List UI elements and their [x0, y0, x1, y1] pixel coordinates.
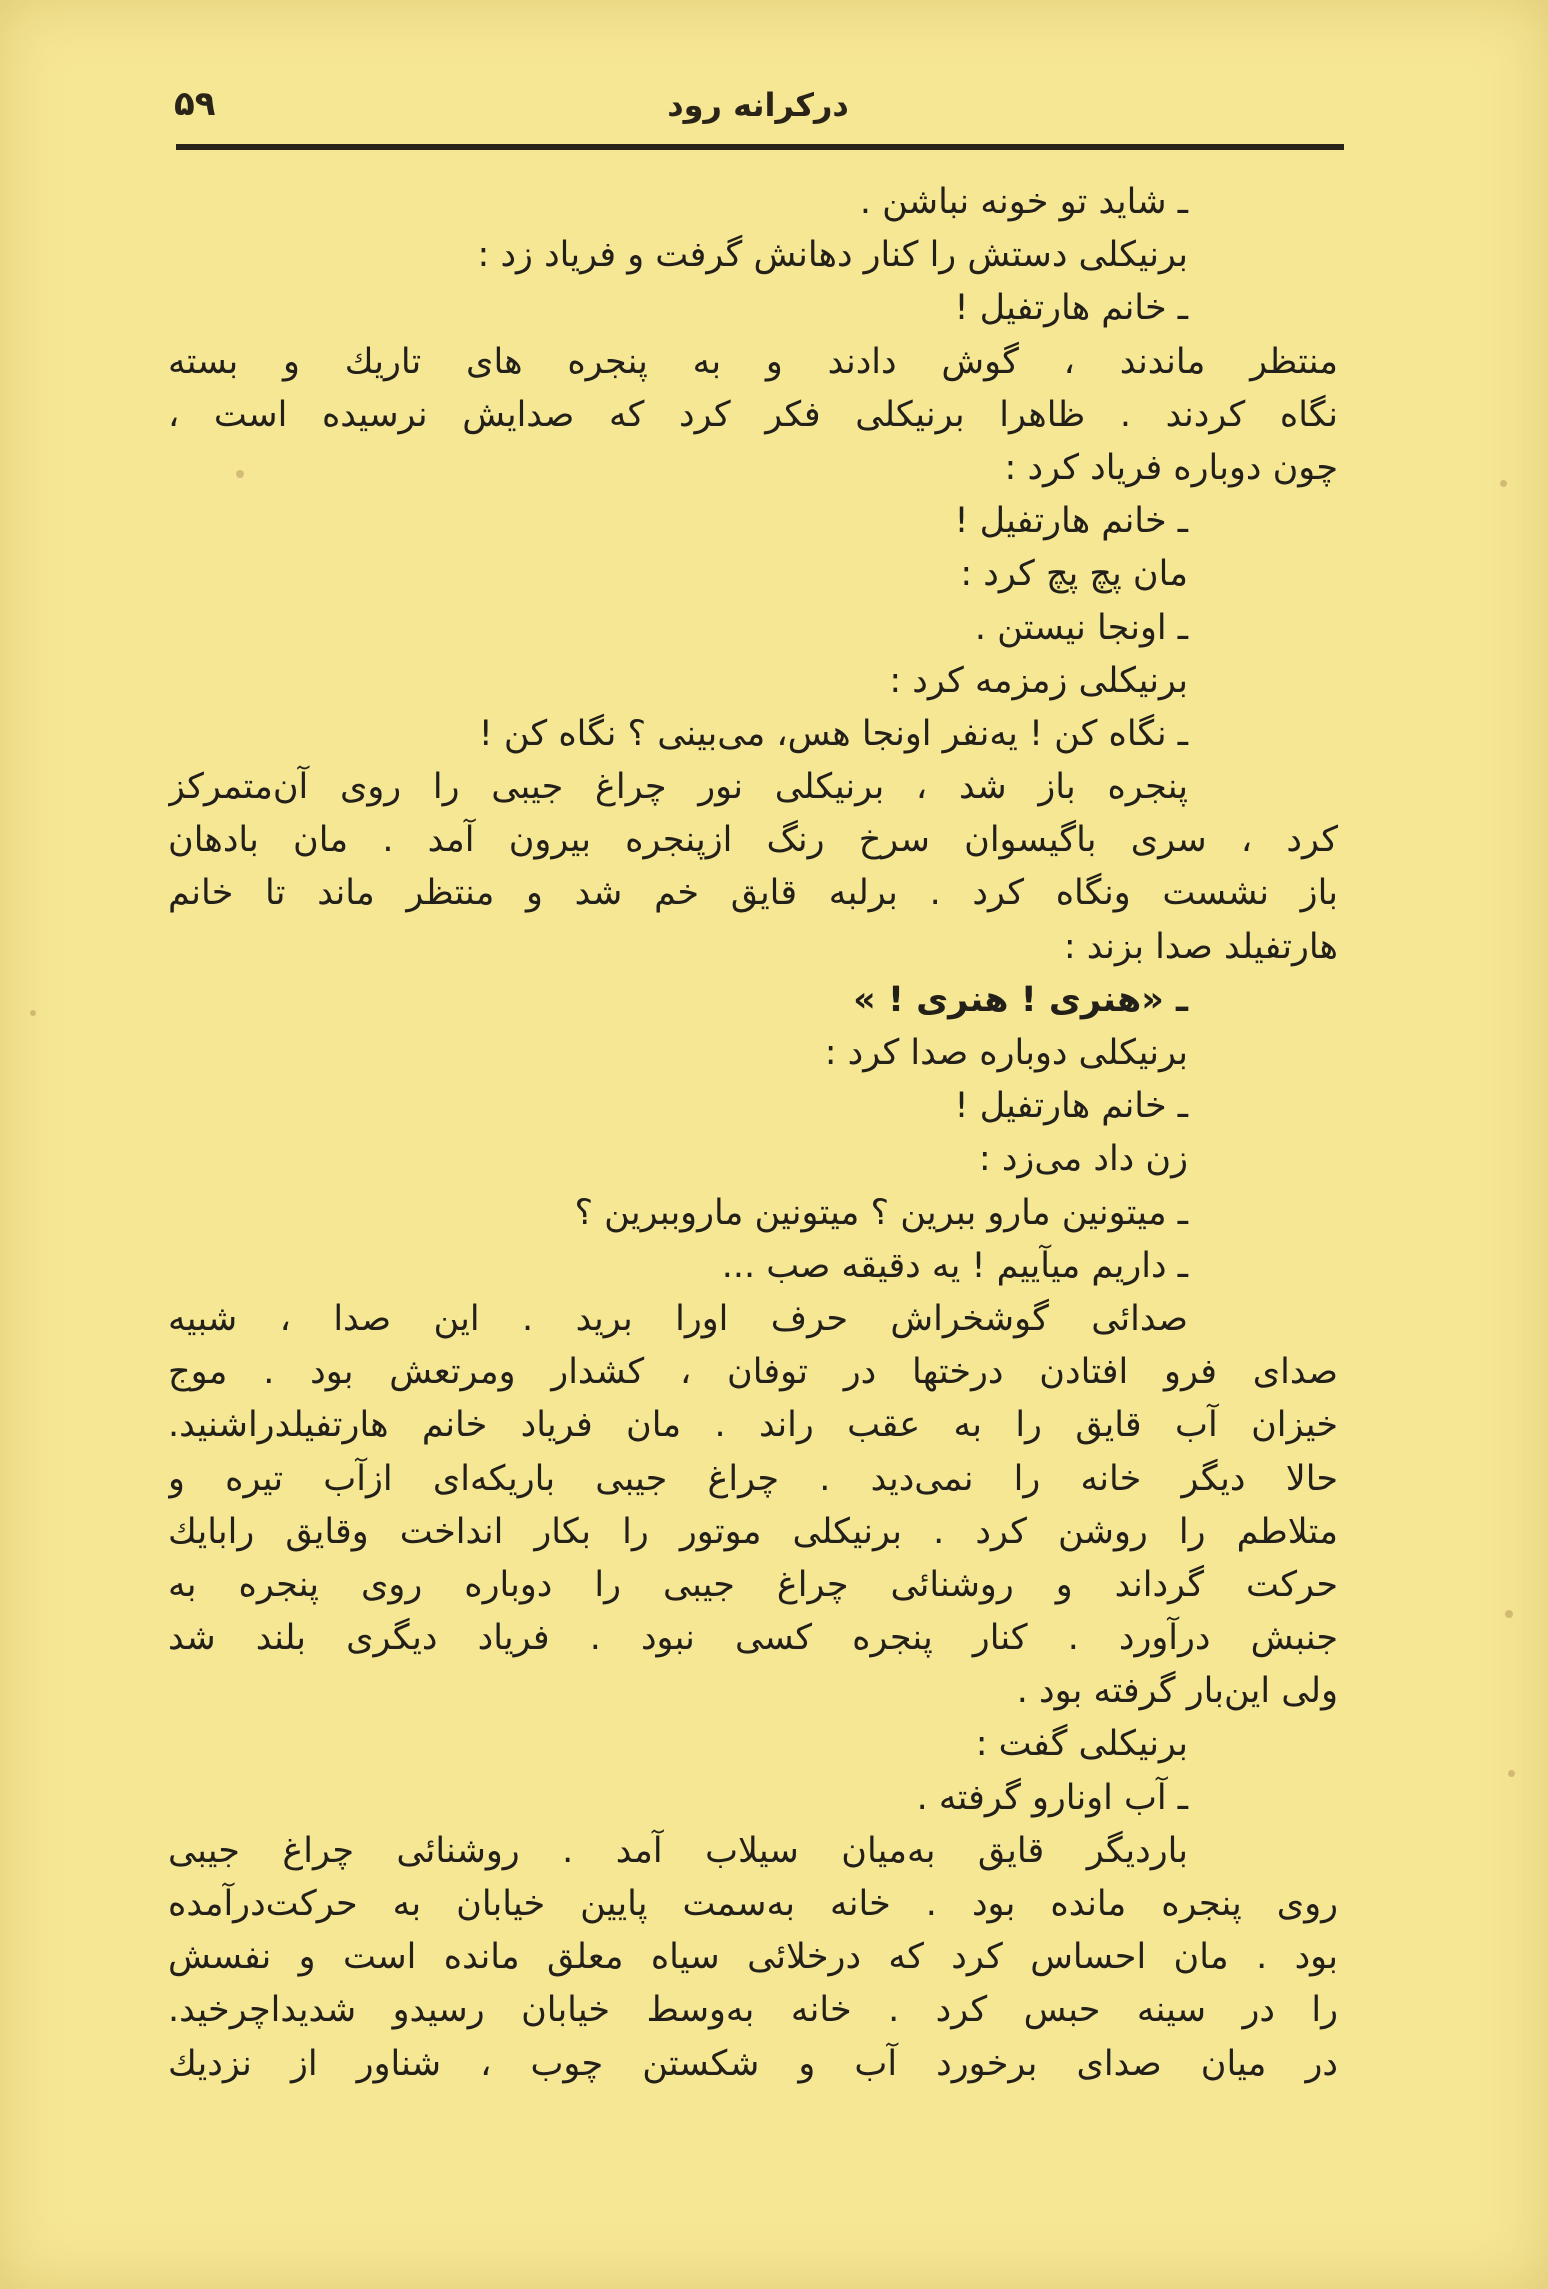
- text-line: ولی این‌بار گرفته بود .: [1016, 1671, 1338, 1712]
- text-line: ـ خانم هارتفیل !: [954, 501, 1188, 542]
- text-line: کرد ، سری باگیسوان سرخ رنگ ازپنجره بیرون آمد . مان بادهان: [168, 820, 1338, 861]
- text-line: صدای فرو افتادن درختها در توفان ، کشدار ومرتعش بود . موج: [168, 1352, 1338, 1393]
- paper-stain: [1500, 480, 1507, 487]
- text-line: برنیکلی دستش را کنار دهانش گرفت و فریاد زد :: [477, 235, 1188, 276]
- text-line: بود . مان احساس کرد که درخلائی سیاه معلق مانده است و نفسش: [168, 1937, 1338, 1978]
- text-line: حرکت گرداند و روشنائی چراغ جیبی را دوباره روی پنجره به: [168, 1564, 1338, 1605]
- text-line: متلاطم را روشن کرد . برنیکلی موتور را بکار انداخت وقایق رابایك: [168, 1511, 1338, 1552]
- text-line: زن داد می‌زد :: [978, 1139, 1188, 1180]
- paper-stain: [1505, 1610, 1513, 1618]
- text-line: ـ خانم هارتفیل !: [954, 1086, 1188, 1127]
- text-line: ـ آب اونارو گرفته .: [916, 1777, 1188, 1818]
- page-number: ۵۹: [174, 84, 216, 124]
- text-line: باز نشست ونگاه کرد . برلبه قایق خم شد و منتظر ماند تا خانم: [168, 873, 1338, 914]
- text-line: ـ شاید تو خونه نباشن .: [859, 182, 1188, 222]
- page-header: [172, 80, 1344, 150]
- text-line: حالا دیگر خانه را نمی‌دید . چراغ جیبی باریکه‌ای ازآب تیره و: [168, 1458, 1338, 1499]
- text-line: برنیکلی زمزمه کرد :: [889, 660, 1188, 701]
- text-line: ـ داریم میآییم ! یه دقیقه صب ...: [721, 1245, 1188, 1286]
- paper-stain: [30, 1010, 36, 1016]
- text-line: برنیکلی گفت :: [975, 1724, 1188, 1765]
- text-line: ـ میتونین مارو ببرین ؟ میتونین ماروببرین ؟: [574, 1192, 1188, 1233]
- text-line: در میان صدای برخورد آب و شکستن چوب ، شناور از نزدیك: [168, 2043, 1338, 2084]
- text-line: ـ «هنری ! هنری ! »: [853, 979, 1188, 1020]
- text-line: جنبش درآورد . کنار پنجره کسی نبود . فریاد دیگری بلند شد: [168, 1618, 1338, 1659]
- text-line: هارتفیلد صدا بزند :: [1063, 926, 1338, 967]
- text-line: صدائی گوشخراش حرف اورا برید . این صدا ، شبیه: [168, 1298, 1188, 1339]
- text-line: چون دوباره فریاد کرد :: [1004, 447, 1338, 488]
- text-line: منتظر ماندند ، گوش دادند و به پنجره های تاریك و بسته: [168, 341, 1338, 382]
- header-rule: [176, 144, 1344, 150]
- text-line: نگاه کردند . ظاهرا برنیکلی فکر کرد که صدایش نرسیده است ،: [168, 394, 1338, 435]
- running-title: درکرانه رود: [667, 86, 849, 124]
- text-line: پنجره باز شد ، برنیکلی نور چراغ جیبی را روی آن‌متمرکز: [168, 767, 1188, 808]
- text-line: ـ نگاه کن ! یه‌نفر اونجا هس، می‌بینی ؟ نگاه کن !: [478, 713, 1188, 754]
- text-line: ـ اونجا نیستن .: [974, 607, 1188, 648]
- text-line: مان پچ پچ کرد :: [960, 554, 1188, 595]
- text-line: را در سینه حبس کرد . خانه به‌وسط خیابان رسیدو شدیداچرخید.: [168, 1990, 1338, 2031]
- paper-stain: [1508, 1770, 1515, 1777]
- body-text: [168, 176, 1338, 2091]
- text-line: ـ خانم هارتفیل !: [954, 288, 1188, 329]
- text-line: باردیگر قایق به‌میان سیلاب آمد . روشنائی چراغ جیبی: [168, 1830, 1188, 1871]
- text-line: خیزان آب قایق را به عقب راند . مان فریاد خانم هارتفیلدراشنید.: [168, 1405, 1338, 1446]
- text-line: برنیکلی دوباره صدا کرد :: [824, 1033, 1188, 1073]
- paper-stain: [236, 470, 244, 478]
- text-line: روی پنجره مانده بود . خانه به‌سمت پایین خیابان به حرکت‌درآمده: [168, 1884, 1338, 1924]
